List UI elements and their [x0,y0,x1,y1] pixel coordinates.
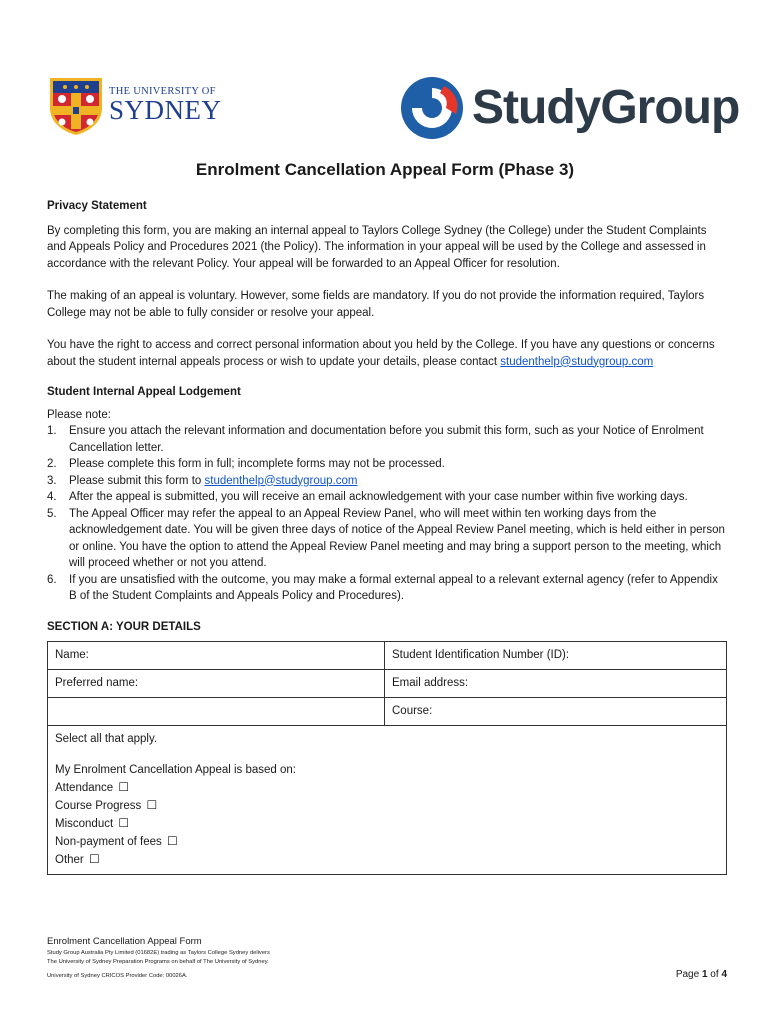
student-id-label: Student Identification Number (ID): [392,649,570,661]
preferred-name-field[interactable] [48,670,385,698]
course-label: Course: [392,705,433,717]
studygroup-mark-icon [398,74,466,142]
name-label: Name: [55,649,89,661]
page-footer [47,936,727,979]
misconduct-checkbox[interactable]: ☐ [118,816,130,830]
usyd-crest-icon [47,76,105,136]
usyd-line1: THE UNIVERSITY OF [109,86,216,97]
list-item: 1. Ensure you attach the relevant information and documentation before you submit this form, such as your Notice of Enrolment Cancellation letter. [47,425,704,454]
studygroup-wordmark: StudyGroup [472,81,740,134]
course-progress-checkbox[interactable]: ☐ [146,798,158,812]
privacy-paragraph-1: By completing this form, you are making an internal appeal to Taylors College Sydney (the College) under the Student Complaints and Appeals Policy and Procedures 2021 (the Policy). The information in your appeal will be used by the College and assessed in accordance with the relevant Policy. Your appeal will be forwarded to an Appeal Officer for resolution. [47,224,707,270]
privacy-paragraph-3-text: You have the right to access and correct personal information about you held by the College. If you have any questions or concerns about the student internal appeals process or wish to update your details, please contact [47,339,715,368]
details-table [47,641,727,875]
form-title: Enrolment Cancellation Appeal Form (Phase 3) [195,160,575,179]
option-attendance[interactable]: Attendance ☐ [55,780,130,794]
option-course-progress[interactable]: Course Progress ☐ [55,798,158,812]
usyd-line2: SYDNEY [109,95,222,125]
privacy-paragraph-3 [47,337,727,370]
list-item: 3. Please submit this form to studenthelp@studygroup.com [47,474,358,487]
usyd-wordmark [109,86,222,123]
blank-cell [48,698,385,726]
student-id-field[interactable] [385,642,727,670]
option-non-payment[interactable]: Non-payment of fees ☐ [55,834,178,848]
page-number: Page 1 of 4 [675,969,727,980]
lodgement-intro: Please note: [47,408,111,421]
non-payment-checkbox[interactable]: ☐ [166,834,178,848]
option-other[interactable]: Other ☐ [55,852,100,866]
university-of-sydney-logo [47,76,222,136]
appeal-basis-prompt: My Enrolment Cancellation Appeal is based on: [55,764,297,776]
course-field[interactable] [385,698,727,726]
list-item: 6. If you are unsatisfied with the outcome, you may make a formal external appeal to a relevant external agency (refer to Appendix B of the Student Complaints and Appeals Policy and Procedures). [47,573,718,602]
preferred-name-label: Preferred name: [55,677,139,689]
section-a-heading: SECTION A: YOUR DETAILS [47,620,201,633]
studygroup-logo [398,74,739,142]
attendance-checkbox[interactable]: ☐ [118,780,130,794]
list-item: 4. After the appeal is submitted, you will receive an email acknowledgement with your case number within five working days. [47,491,688,503]
lodgement-list [47,423,727,605]
footer-legal: Study Group Australia Pty Limited (01682E) trading as Taylors College Sydney delivers The University of Sydney Preparation Programs on behalf of The University of Sydney. [47,950,270,965]
list-item: 2. Please complete this form in full; incomplete forms may not be processed. [47,458,445,470]
footer-title: Enrolment Cancellation Appeal Form [47,936,202,947]
appeal-basis-cell [48,726,727,875]
option-misconduct[interactable]: Misconduct ☐ [55,816,130,830]
email-label: Email address: [392,677,469,689]
list-item: 5. The Appeal Officer may refer the appeal to an Appeal Review Panel, who will meet within ten working days from the acknowledgement date. You will be given three days of notice of the Appeal Review Panel meeting, which is held either in person or online. You have the option to attend the Appeal Review Panel meeting and may bring a support person to the meeting, which will proceed whether or not you attend. [47,507,725,569]
form-body [47,198,727,875]
studenthelp-email-link[interactable]: studenthelp@studygroup.com [500,355,654,368]
select-all-instruction: Select all that apply. [55,733,158,745]
submit-email-link[interactable]: studenthelp@studygroup.com [204,474,358,487]
name-field[interactable] [48,642,385,670]
privacy-paragraph-2: The making of an appeal is voluntary. However, some fields are mandatory. If you do not provide the information required, Taylors College may not be able to fully consider or resolve your appeal. [47,290,705,319]
footer-cricos: University of Sydney CRICOS Provider Code: 00026A. [47,973,188,979]
other-checkbox[interactable]: ☐ [88,852,100,866]
privacy-heading: Privacy Statement [47,200,147,212]
page-header [0,70,770,140]
lodgement-heading: Student Internal Appeal Lodgement [47,386,241,398]
email-field[interactable] [385,670,727,698]
